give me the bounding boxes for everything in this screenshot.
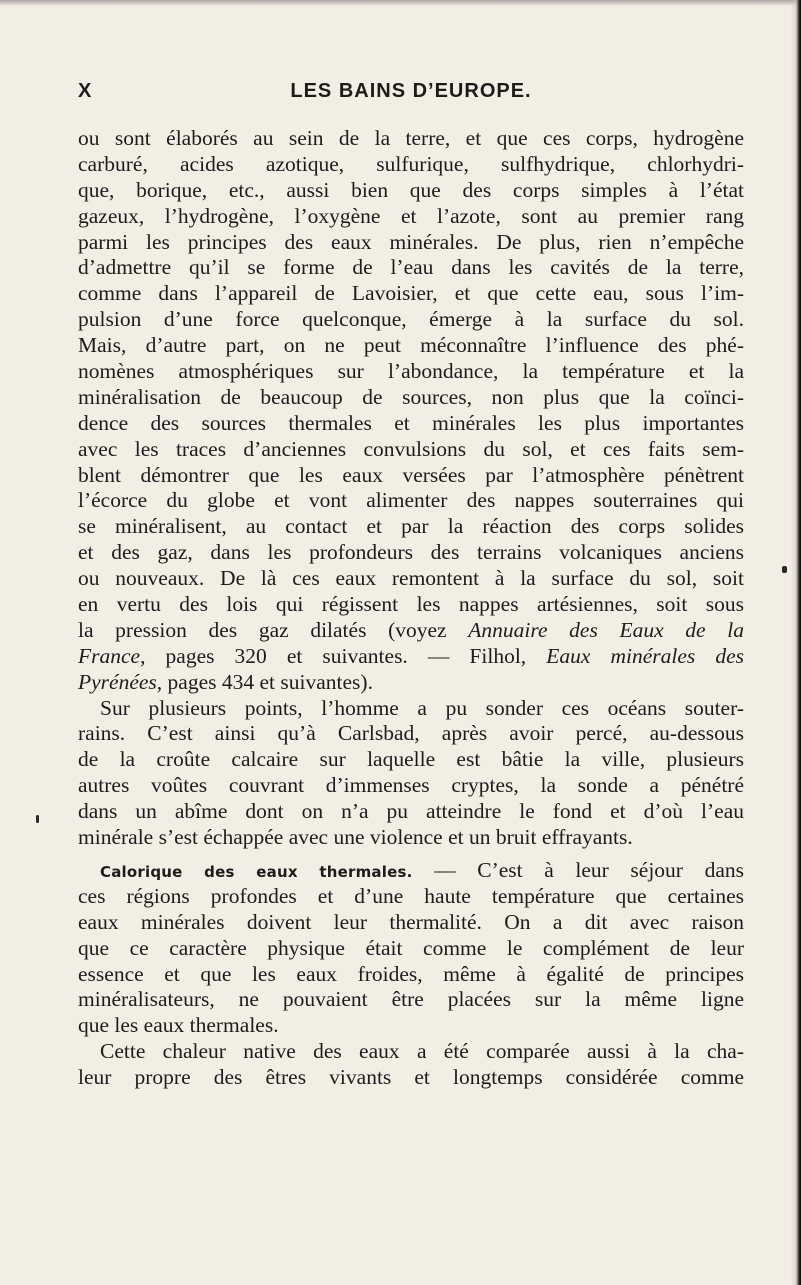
text-line: pulsion d’une force quelconque, émerge à la surface du sol. — [78, 307, 744, 332]
text-line: essence et que les eaux froides, même à égalité de principes — [78, 961, 744, 986]
page-binding-edge — [791, 0, 801, 1285]
text-run: la pression des gaz dilatés (voyez — [78, 617, 469, 642]
text-line: parmi les principes des eaux minérales. De plus, rien n’empêche — [78, 229, 744, 254]
section-heading: Calorique des eaux thermales. — [100, 862, 413, 881]
text-line: avec les traces d’anciennes convulsions du sol, et ces faits sem- — [78, 436, 744, 461]
citation-title: Pyrénées — [78, 669, 157, 694]
text-line — [78, 858, 744, 884]
text-line: carburé, acides azotique, sulfurique, sulfhydrique, chlorhydri- — [78, 151, 744, 176]
text-line: Cette chaleur native des eaux a été comparée aussi à la cha- — [100, 1039, 744, 1064]
text-line: que les eaux thermales. — [78, 1013, 279, 1038]
text-line: ou nouveaux. De là ces eaux remontent à la surface du sol, soit — [78, 566, 744, 591]
text-line: dence des sources thermales et minérales les plus importantes — [78, 410, 744, 435]
page-number: X — [78, 80, 93, 102]
text-line: l’écorce du globe et vont alimenter des nappes souterraines qui — [78, 488, 744, 513]
text-line: minéralisation de beaucoup de sources, non plus que la coïnci- — [78, 384, 744, 409]
text-line: en vertu des lois qui régissent les nappes artésiennes, soit sous — [78, 592, 744, 617]
text-line: autres voûtes couvrant d’immenses cryptes, la sonde a pénétré — [78, 773, 744, 798]
text-line — [78, 644, 744, 670]
text-line: comme dans l’appareil de Lavoisier, et que cette eau, sous l’im- — [78, 281, 744, 306]
text-line: gazeux, l’hydrogène, l’oxygène et l’azote, sont au premier rang — [78, 203, 744, 228]
text-line: ces régions profondes et d’une haute température que certaines — [78, 883, 744, 908]
page-header-title: LES BAINS D’EUROPE. — [290, 80, 532, 102]
text-line: de la croûte calcaire sur laquelle est bâtie la ville, plusieurs — [78, 747, 744, 772]
body-text — [78, 126, 744, 1091]
text-line: se minéralisent, au contact et par la réaction des corps solides — [78, 514, 744, 539]
text-line: que ce caractère physique était comme le complément de leur — [78, 935, 744, 960]
text-line: eaux minérales doivent leur thermalité. On a dit avec raison — [78, 909, 744, 934]
paragraph-gap — [78, 851, 744, 858]
text-run: , pages 434 et suivantes). — [156, 669, 373, 694]
text-line: dans un abîme dont on n’a pu atteindre le fond et d’où l’eau — [78, 799, 744, 824]
text-line: Mais, d’autre part, on ne peut méconnaître l’influence des phé- — [78, 333, 744, 358]
margin-speck — [36, 815, 39, 823]
text-line — [78, 670, 744, 696]
text-line: Sur plusieurs points, l’homme a pu sonder ces océans souter- — [100, 695, 744, 720]
text-line: rains. C’est ainsi qu’à Carlsbad, après avoir percé, au-dessous — [78, 721, 744, 746]
text-run: , pages 320 et suivantes. — Filhol, — [140, 643, 547, 668]
text-line: nomènes atmosphériques sur l’abondance, la température et la — [78, 359, 744, 384]
citation-title: France — [78, 643, 141, 668]
margin-speck — [782, 566, 787, 573]
text-line: minérale s’est échappée avec une violence et un bruit effrayants. — [78, 825, 633, 850]
text-line: blent démontrer que les eaux versées par l’atmosphère pénètrent — [78, 462, 744, 487]
text-line — [78, 618, 744, 644]
top-edge-shadow — [0, 0, 801, 6]
text-run: — C’est à leur séjour dans — [412, 857, 744, 882]
text-line: que, borique, etc., aussi bien que des corps simples à l’état — [78, 177, 744, 202]
text-line: et des gaz, dans les profondeurs des terrains volcaniques anciens — [78, 540, 744, 565]
running-head — [78, 80, 744, 110]
text-line: ou sont élaborés au sein de la terre, et que ces corps, hydrogène — [78, 126, 744, 150]
citation-title: Eaux minérales des — [546, 643, 744, 668]
text-line: leur propre des êtres vivants et longtemps considérée comme — [78, 1065, 744, 1090]
text-line: minéralisateurs, ne pouvaient être placées sur la même ligne — [78, 987, 744, 1012]
text-line: d’admettre qu’il se forme de l’eau dans les cavités de la terre, — [78, 255, 744, 280]
citation-title: Annuaire des Eaux de la — [468, 617, 744, 642]
